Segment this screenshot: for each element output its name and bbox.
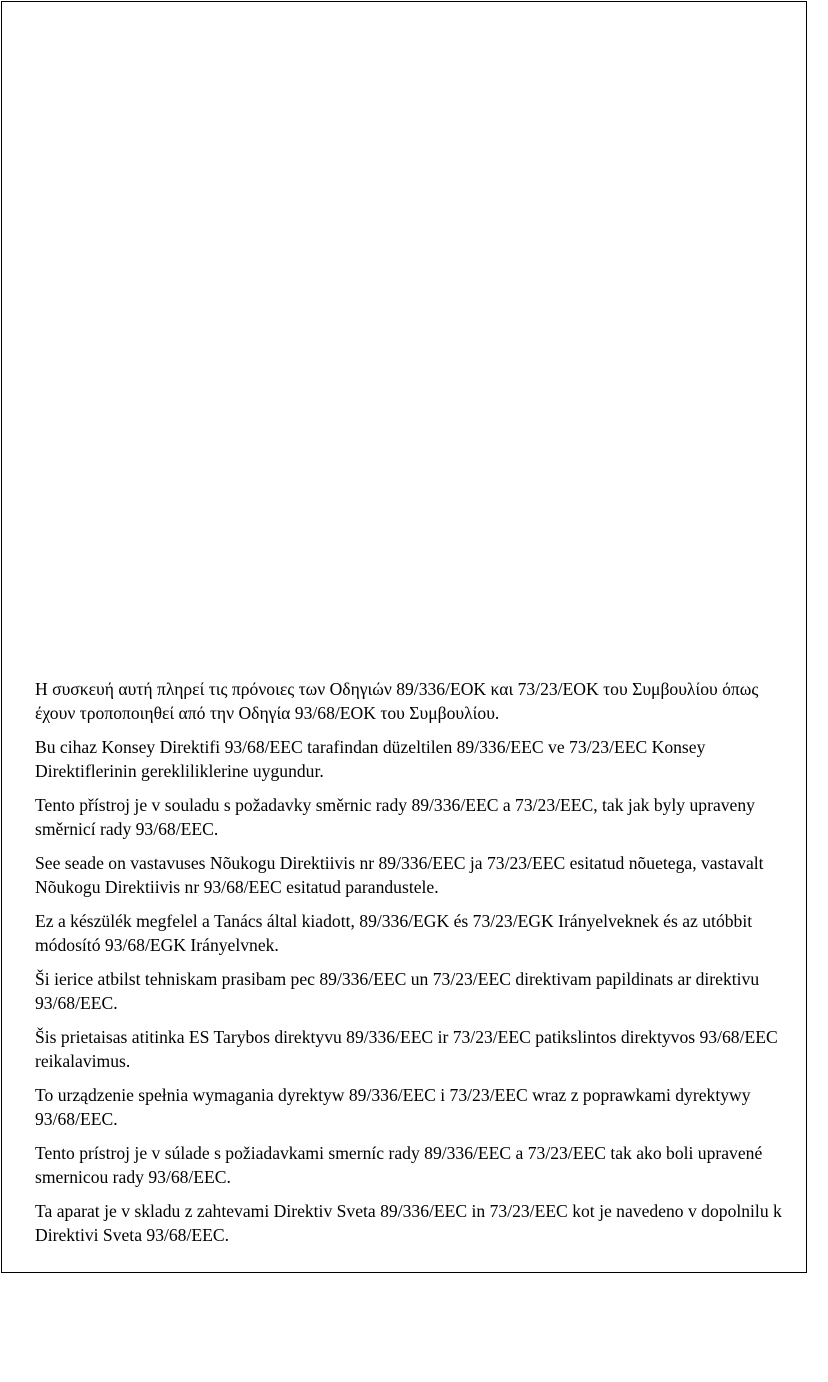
statement-lithuanian: Šis prietaisas atitinka ES Tarybos direktyvu 89/336/EEC ir 73/23/EEC patikslintos direktyvos 93/68/EEC reikalavimus. [35, 1027, 778, 1071]
ce-compliance-statements [35, 677, 785, 1257]
page-border [1, 1, 807, 1273]
statement-polish: To urządzenie spełnia wymagania dyrektyw 89/336/EEC i 73/23/EEC wraz z poprawkami dyrektywy 93/68/EEC. [35, 1085, 751, 1129]
statement-turkish: Bu cihaz Konsey Direktifi 93/68/EEC tarafindan düzeltilen 89/336/EEC ve 73/23/EEC Konsey Direktiflerinin gerekliliklerine uygundur. [35, 737, 706, 781]
statement-greek: Η συσκευή αυτή πληρεί τις πρόνοιες των Οδηγιών 89/336/ΕΟΚ και 73/23/ΕΟΚ του Συμβουλίου όπως έχουν τροποποιηθεί από την Οδηγία 93/68/ΕΟΚ του Συμβουλίου. [35, 679, 759, 723]
statement-latvian: Ši ierice atbilst tehniskam prasibam pec 89/336/EEC un 73/23/EEC direktivam papildinats ar direktivu 93/68/EEC. [35, 969, 760, 1013]
statement-estonian: See seade on vastavuses Nõukogu Direktiivis nr 89/336/EEC ja 73/23/EEC esitatud nõuetega, vastavalt Nõukogu Direktiivis nr 93/68/EEC esitatud parandustele. [35, 853, 764, 897]
statement-czech: Tento přístroj je v souladu s požadavky směrnic rady 89/336/EEC a 73/23/EEC, tak jak byly upraveny směrnicí rady 93/68/EEC. [35, 795, 755, 839]
statement-hungarian: Ez a készülék megfelel a Tanács által kiadott, 89/336/EGK és 73/23/EGK Irányelveknek és az utóbbit módosító 93/68/EGK Irányelvnek. [35, 911, 753, 955]
statement-slovenian: Ta aparat je v skladu z zahtevami Direktiv Sveta 89/336/EEC in 73/23/EEC kot je navedeno v dopolnilu k Direktivi Sveta 93/68/EEC. [35, 1201, 782, 1245]
statement-slovak: Tento prístroj je v súlade s požiadavkami smerníc rady 89/336/EEC a 73/23/EEC tak ako boli upravené smernicou rady 93/68/EEC. [35, 1143, 763, 1187]
